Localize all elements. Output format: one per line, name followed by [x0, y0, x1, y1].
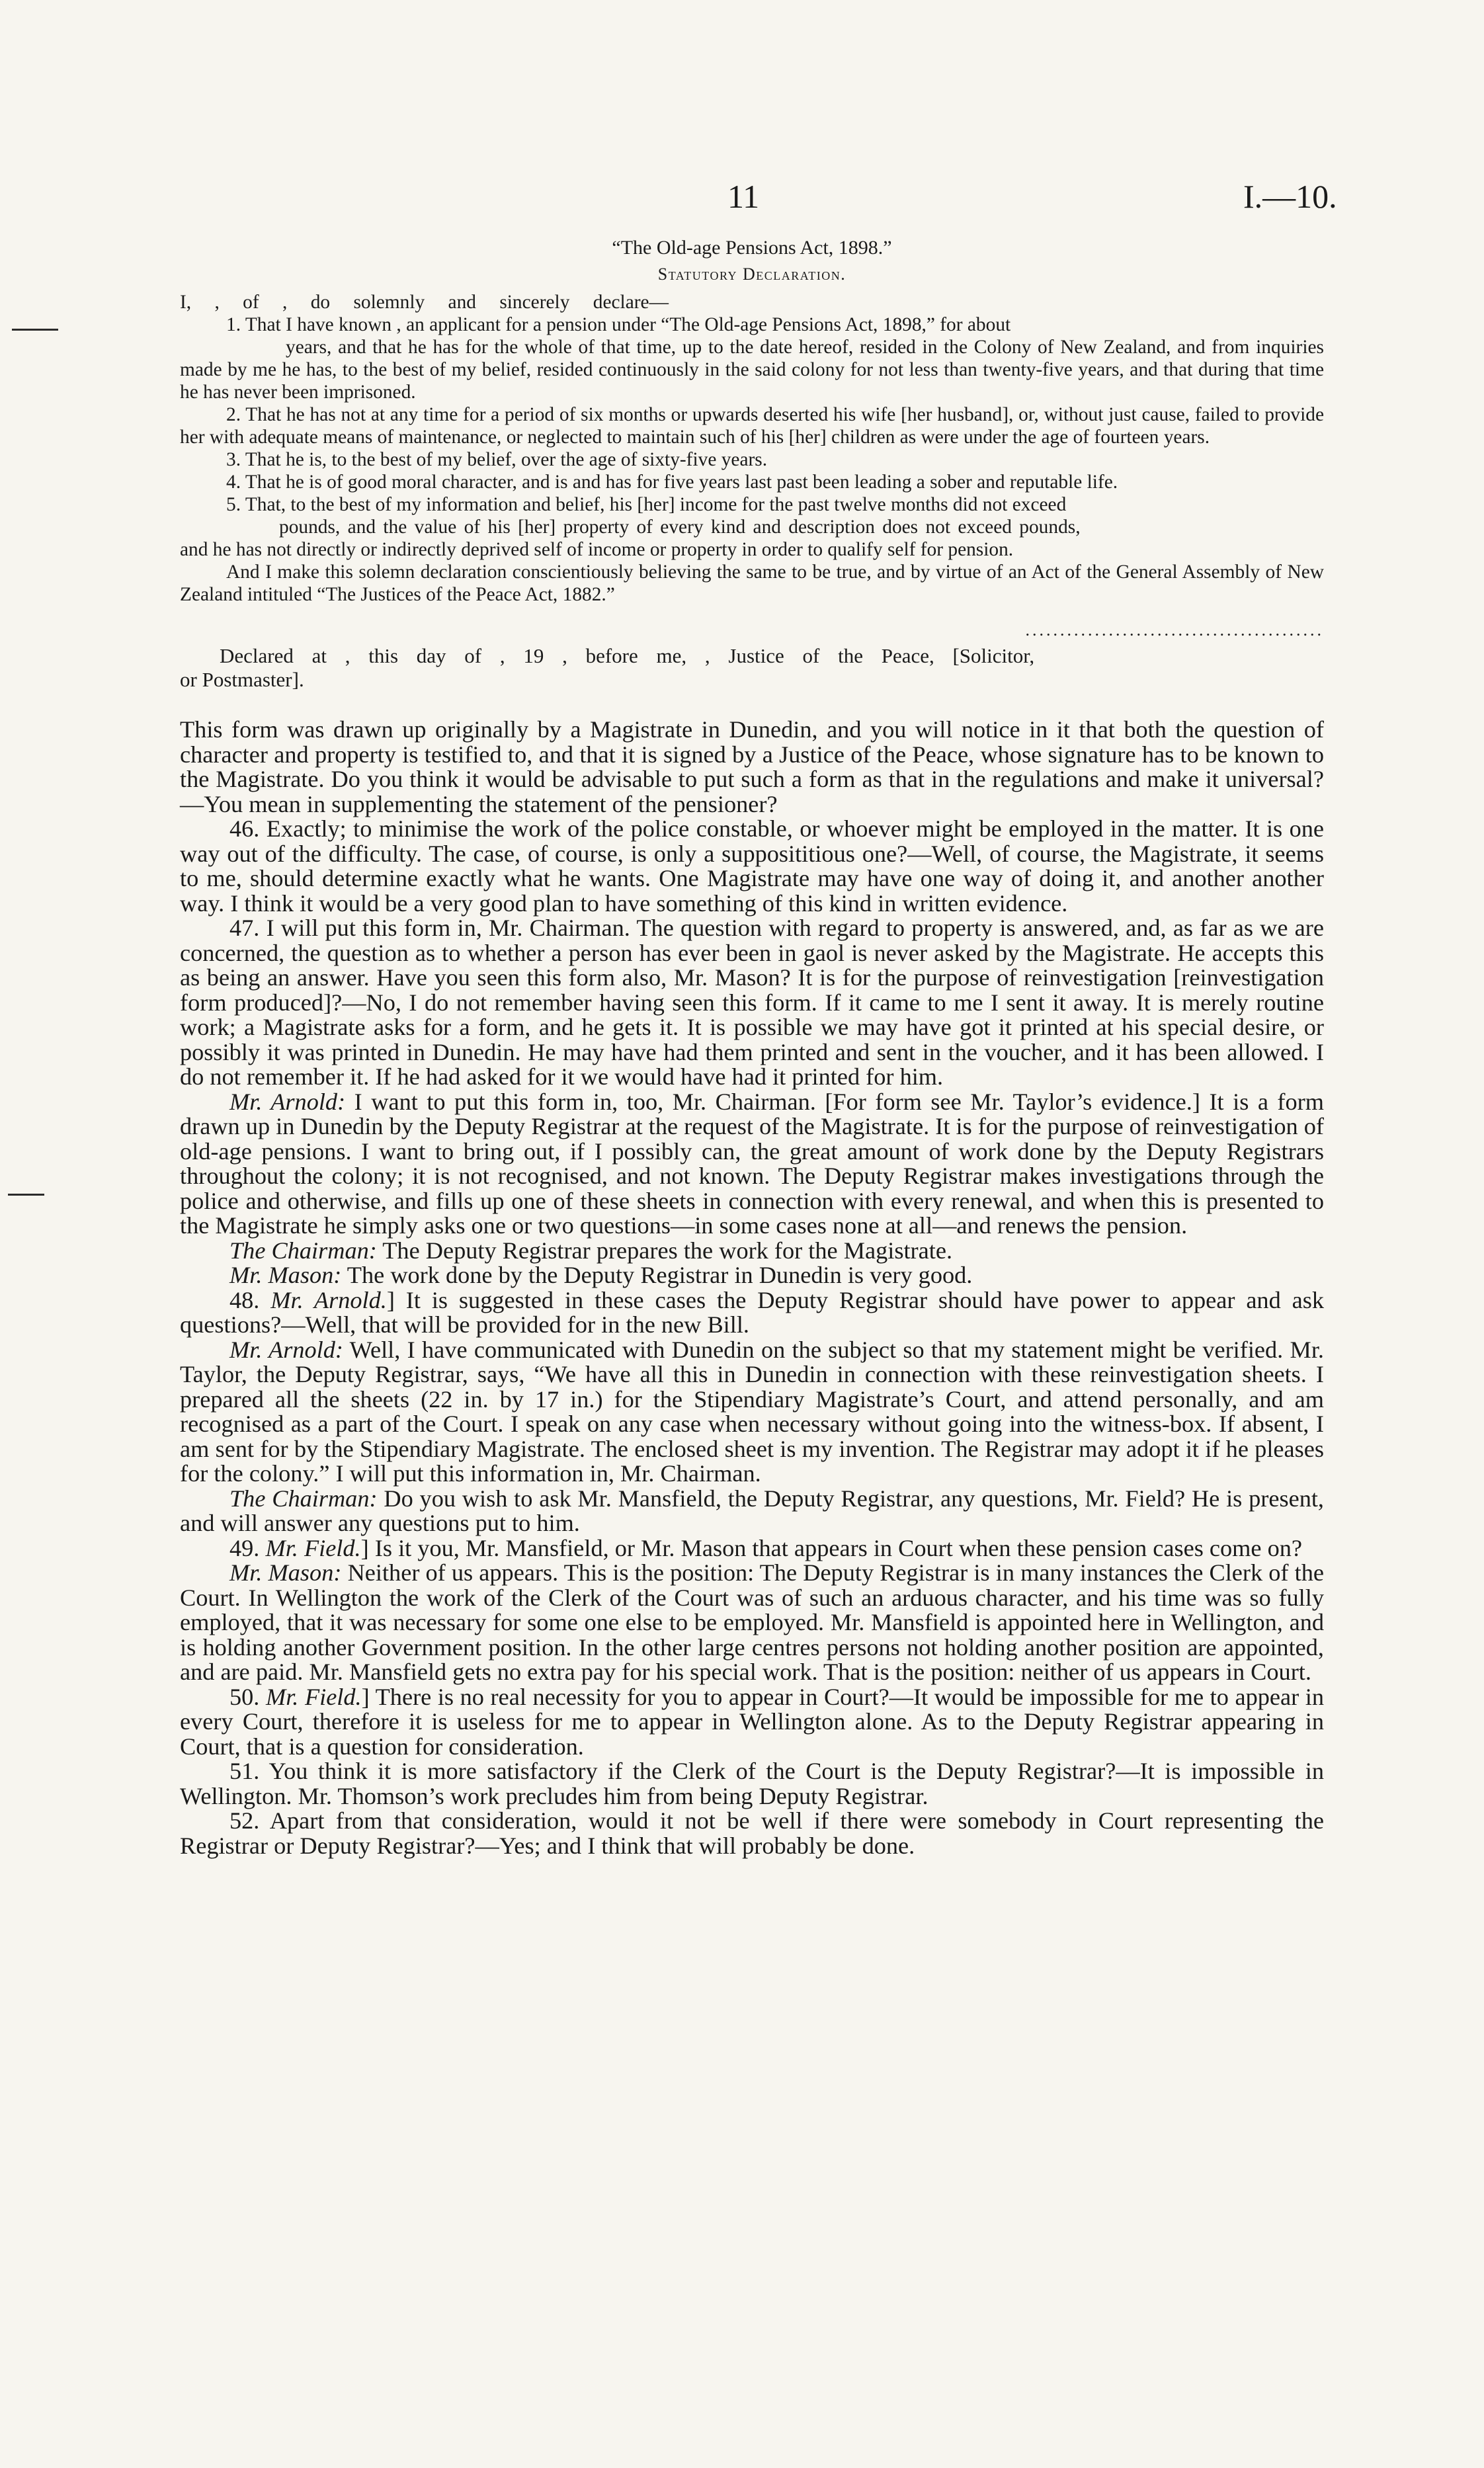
declaration-solemn: And I make this solemn declaration conscientiously believing the same to be true, and by virtue of an Act of the General Assembly of New Zealand intituled “The Justices of the Peace Act, 1882.” [180, 561, 1324, 605]
paragraph-mason-2 [180, 1561, 1324, 1685]
declaration-title: “The Old-age Pensions Act, 1898.” [612, 237, 892, 259]
question-number: 50. [229, 1683, 266, 1710]
statutory-declaration-form [180, 237, 1324, 692]
question-number: 48. [229, 1286, 271, 1313]
declared-at-line-2: or Postmaster]. [180, 668, 304, 691]
paragraph-46: 46. Exactly; to minimise the work of the police constable, or whoever might be employed in the matter. It is one way out of the difficulty. The case, of course, is only a supposititious one?—Well, of course, the Magistrate, it seems to me, should determine exactly what he wants. One Magistrate may have one way of doing it, and another another way. I think it would be a very good plan to have something of this kind in written evidence. [180, 815, 1324, 917]
paragraph-49 [180, 1536, 1324, 1561]
speech-text: Well, I have communicated with Dunedin on the subject so that my statement might be verified. Mr. Taylor, the Deputy Registrar, says, “We have all this in Dunedin in connection with these reinvestigation sheets. I prepared all the sheets (22 in. by 17 in.) for the Stipendiary Magistrate’s Court, and attend personally, and am recognised as a part of the Court. I speak on any case when necessary without going into the witness-box. If absent, I am sent for by the Stipendiary Magistrate. The enclosed sheet is my invention. The Registrar may adopt it if he pleases for the colony.” I will put this information in, Mr. Chairman. [180, 1336, 1324, 1487]
paragraph-arnold-2 [180, 1338, 1324, 1487]
paragraph-47: 47. I will put this form in, Mr. Chairman. The question with regard to property is answered, and, as far as we are concerned, the question as to whether a person has ever been in gaol is never asked by the Magistrate. He accepts this as being an answer. Have you seen this form also, Mr. Mason? It is for the purpose of reinvestigation [reinvestigation form produced]?—No, I do not remember having seen this form. If it came to me I sent it away. It is merely routine work; a Magistrate asks for a form, and he gets it. It is possible we may have got it printed at his special desire, or possibly it was printed in Dunedin. He may have had them printed and sent in the voucher, and it has been allowed. I do not remember it. If he had asked for it we would have had it printed for him. [180, 915, 1324, 1090]
speaker-name: Mr. Mason: [229, 1559, 342, 1586]
declaration-item-4: 4. That he is of good moral character, and is and has for five years last past been leading a sober and reputable life. [226, 472, 1118, 493]
declaration-item-2: 2. That he has not at any time for a period of six months or upwards deserted his wife [her husband], or, without just cause, failed to provide her with adequate means of maintenance, or neglected to maintain such of his [her] children as were under the age of fourteen years. [180, 404, 1324, 448]
paragraph-mason-1 [180, 1263, 1324, 1288]
speech-text: Do you wish to ask Mr. Mansfield, the Deputy Registrar, any questions, Mr. Field? He is present, and will answer any questions put to him. [180, 1485, 1324, 1536]
speech-text: I want to put this form in, too, Mr. Chairman. [For form see Mr. Taylor’s evidence.] It is a form drawn up in Dunedin by the Deputy Registrar at the request of the Magistrate. It is for the purpose of reinvestigation of old-age pensions. I want to bring out, if I possibly can, the great amount of work done by the Deputy Registrars throughout the colony; it is not recognised, and not known. The Deputy Registrar makes investigations through the police and otherwise, and fills up one of these sheets in connection with every renewal, and when this is presented to the Magistrate he simply asks one or two questions—in some cases none at all—and renews the pension. [180, 1088, 1324, 1239]
page-reference: I.—10. [1243, 178, 1337, 215]
speaker-name: The Chairman: [229, 1237, 377, 1264]
paragraph-intro: This form was drawn up originally by a Magistrate in Dunedin, and you will notice in it that both the question of character and property is testified to, and that it is signed by a Justice of the Peace, whose signature has to be known to the Magistrate. Do you think it would be advisable to put such a form as that in the regulations and make it universal?—You mean in supplementing the statement of the pensioner? [180, 716, 1324, 817]
speaker-name: Mr. Field. [265, 1534, 361, 1561]
signature-line: ........................................... [1025, 620, 1324, 639]
declaration-item-1b: years, and that he has for the whole of that time, up to the date hereof, resided in the Colony of New Zealand, and from inquiries made by me he has, to the best of my belief, resided continuously in the said colony for not less than twenty-five years, and that during that time he has never been imprisoned. [180, 337, 1324, 403]
paragraph-arnold-1 [180, 1090, 1324, 1239]
page-number: 11 [727, 178, 760, 215]
speaker-name: Mr. Mason: [229, 1262, 342, 1288]
speech-text: The Deputy Registrar prepares the work for the Magistrate. [376, 1237, 953, 1264]
speaker-name: The Chairman: [229, 1485, 378, 1512]
paragraph-chairman-2 [180, 1487, 1324, 1536]
paragraph-50 [180, 1685, 1324, 1760]
evidence-body [180, 718, 1324, 1858]
speech-text: ] It is suggested in these cases the Deputy Registrar should have power to appear and ask questions?—Well, that will be provided for in the new Bill. [180, 1286, 1324, 1338]
speech-text: Neither of us appears. This is the position: The Deputy Registrar is in many instances the Clerk of the Court. In Wellington the work of the Clerk of the Court was of such an arduous character, and his time was so fully employed, that it was necessary for some one else to be employed. Mr. Mansfield is appointed here in Wellington, and is holding another Government position. In the other large centres persons not holding another position are appointed, and are paid. Mr. Mansfield gets no extra pay for his special work. That is the position: neither of us appears in Court. [180, 1559, 1324, 1685]
speaker-name: Mr. Arnold: [229, 1336, 343, 1363]
paragraph-51: 51. You think it is more satisfactory if the Clerk of the Court is the Deputy Registrar?—It is impossible in Wellington. Mr. Thomson’s work precludes him from being Deputy Registrar. [180, 1758, 1324, 1809]
margin-mark [12, 329, 58, 331]
declaration-subtitle: Statutory Declaration. [657, 265, 846, 284]
paragraph-48 [180, 1288, 1324, 1338]
speech-text: ] Is it you, Mr. Mansfield, or Mr. Mason that appears in Court when these pension cases come on? [360, 1534, 1302, 1561]
speech-text: The work done by the Deputy Registrar in Dunedin is very good. [341, 1262, 973, 1288]
speech-text: ] There is no real necessity for you to appear in Court?—It would be impossible for me to appear in every Court, therefore it is useless for me to appear in Wellington alone. As to the Deputy Registrar appearing in Court, that is a question for consideration. [180, 1683, 1324, 1760]
declaration-item-3: 3. That he is, to the best of my belief, over the age of sixty-five years. [226, 449, 768, 470]
speaker-name: Mr. Field. [265, 1683, 362, 1710]
declaration-item-5c: and he has not directly or indirectly deprived self of income or property in order to qualify self for pension. [180, 539, 1014, 560]
declaration-item-1a: 1. That I have known , an applicant for a pension under “The Old-age Pensions Act, 1898,” for about [226, 314, 1011, 335]
declaration-item-5b: pounds, and the value of his [her] property of every kind and description does not exceed pounds, [279, 516, 1081, 538]
paragraph-chairman-1 [180, 1239, 1324, 1264]
margin-mark [8, 1194, 44, 1196]
declaration-intro: I, , of , do solemnly and sincerely declare— [180, 292, 669, 313]
speaker-name: Mr. Arnold. [270, 1286, 387, 1313]
paragraph-52: 52. Apart from that consideration, would it not be well if there were somebody in Court representing the Registrar or Deputy Registrar?—Yes; and I think that will probably be done. [180, 1807, 1324, 1859]
question-number: 49. [229, 1534, 266, 1561]
speaker-name: Mr. Arnold: [229, 1088, 346, 1115]
declared-at-line: Declared at , this day of , 19 , before me, , Justice of the Peace, [Solicitor, [220, 644, 1035, 667]
declaration-item-5a: 5. That, to the best of my information and belief, his [her] income for the past twelve months did not exceed [226, 494, 1067, 515]
